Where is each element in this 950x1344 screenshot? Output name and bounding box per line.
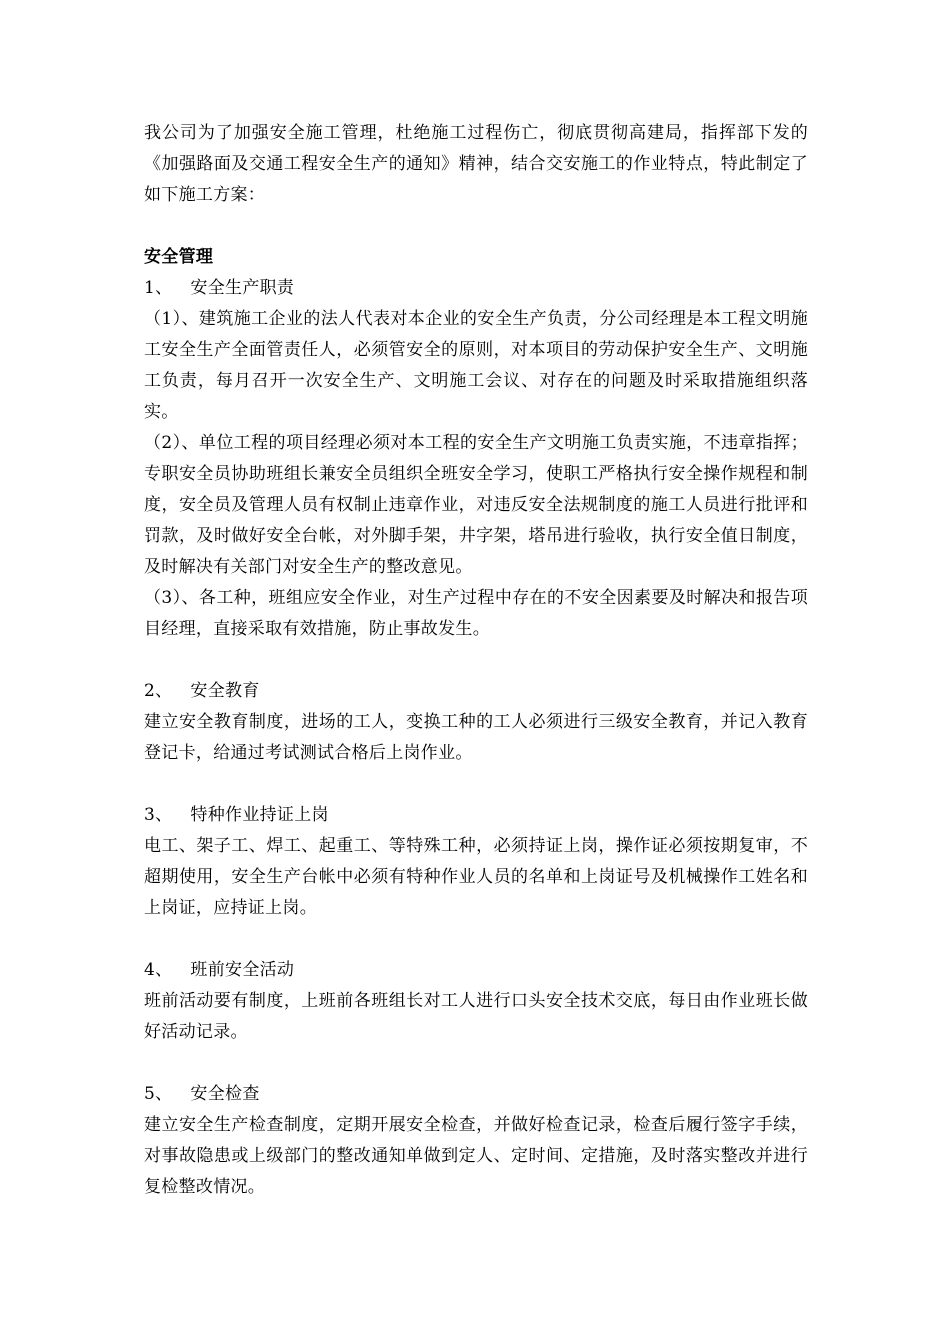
spacer	[144, 645, 808, 676]
spacer	[144, 769, 808, 800]
section-heading	[144, 273, 808, 304]
section-paragraph: （3）、各工种，班组应安全作业，对生产过程中存在的不安全因素要及时解决和报告项目经理，直接采取有效措施，防止事故发生。	[144, 588, 808, 639]
spacer	[144, 924, 808, 955]
section-paragraph: （1）、建筑施工企业的法人代表对本企业的安全生产负责，分公司经理是本工程文明施工安全生产全面管责任人，必须管安全的原则，对本项目的劳动保护安全生产、文明施工负责，每月召开一次安全生产、文明施工会议、对存在的问题及时采取措施组织落实。	[144, 309, 808, 422]
section-number: 5、	[144, 1084, 173, 1104]
section-paragraph: 建立安全教育制度，进场的工人，变换工种的工人必须进行三级安全教育，并记入教育登记卡，给通过考试测试合格后上岗作业。	[144, 712, 808, 763]
main-heading: 安全管理	[144, 247, 214, 267]
document-page	[144, 118, 808, 1203]
intro-paragraph: 我公司为了加强安全施工管理，杜绝施工过程伤亡，彻底贯彻高建局，指挥部下发的《加强路面及交通工程安全生产的通知》精神，结合交安施工的作业特点，特此制定了如下施工方案：	[144, 123, 808, 205]
section-title: 安全检查	[190, 1084, 260, 1104]
spacer	[144, 1048, 808, 1079]
spacer	[144, 211, 808, 242]
section-number: 4、	[144, 960, 173, 980]
section-title: 特种作业持证上岗	[190, 805, 329, 825]
section-title: 安全教育	[190, 681, 260, 701]
section-title: 安全生产职责	[190, 278, 295, 298]
section-paragraph: 建立安全生产检查制度，定期开展安全检查，并做好检查记录，检查后履行签字手续，对事故隐患或上级部门的整改通知单做到定人、定时间、定措施，及时落实整改并进行复检整改情况。	[144, 1115, 808, 1197]
section-number: 1、	[144, 278, 173, 298]
section-paragraph: 电工、架子工、焊工、起重工、等特殊工种，必须持证上岗，操作证必须按期复审，不超期使用，安全生产台帐中必须有特种作业人员的名单和上岗证号及机械操作工姓名和上岗证，应持证上岗。	[144, 836, 808, 918]
section-heading	[144, 1079, 808, 1110]
section-heading	[144, 676, 808, 707]
section-heading	[144, 800, 808, 831]
section-number: 2、	[144, 681, 173, 701]
section-heading	[144, 955, 808, 986]
section-title: 班前安全活动	[190, 960, 295, 980]
section-paragraph: 班前活动要有制度，上班前各班组长对工人进行口头安全技术交底，每日由作业班长做好活动记录。	[144, 991, 808, 1042]
section-number: 3、	[144, 805, 173, 825]
section-paragraph: （2）、单位工程的项目经理必须对本工程的安全生产文明施工负责实施，不违章指挥；专职安全员协助班组长兼安全员组织全班安全学习，使职工严格执行安全操作规程和制度，安全员及管理人员有权制止违章作业，对违反安全法规制度的施工人员进行批评和罚款，及时做好安全台帐，对外脚手架，井字架，塔吊进行验收，执行安全值日制度，及时解决有关部门对安全生产的整改意见。	[144, 433, 808, 577]
